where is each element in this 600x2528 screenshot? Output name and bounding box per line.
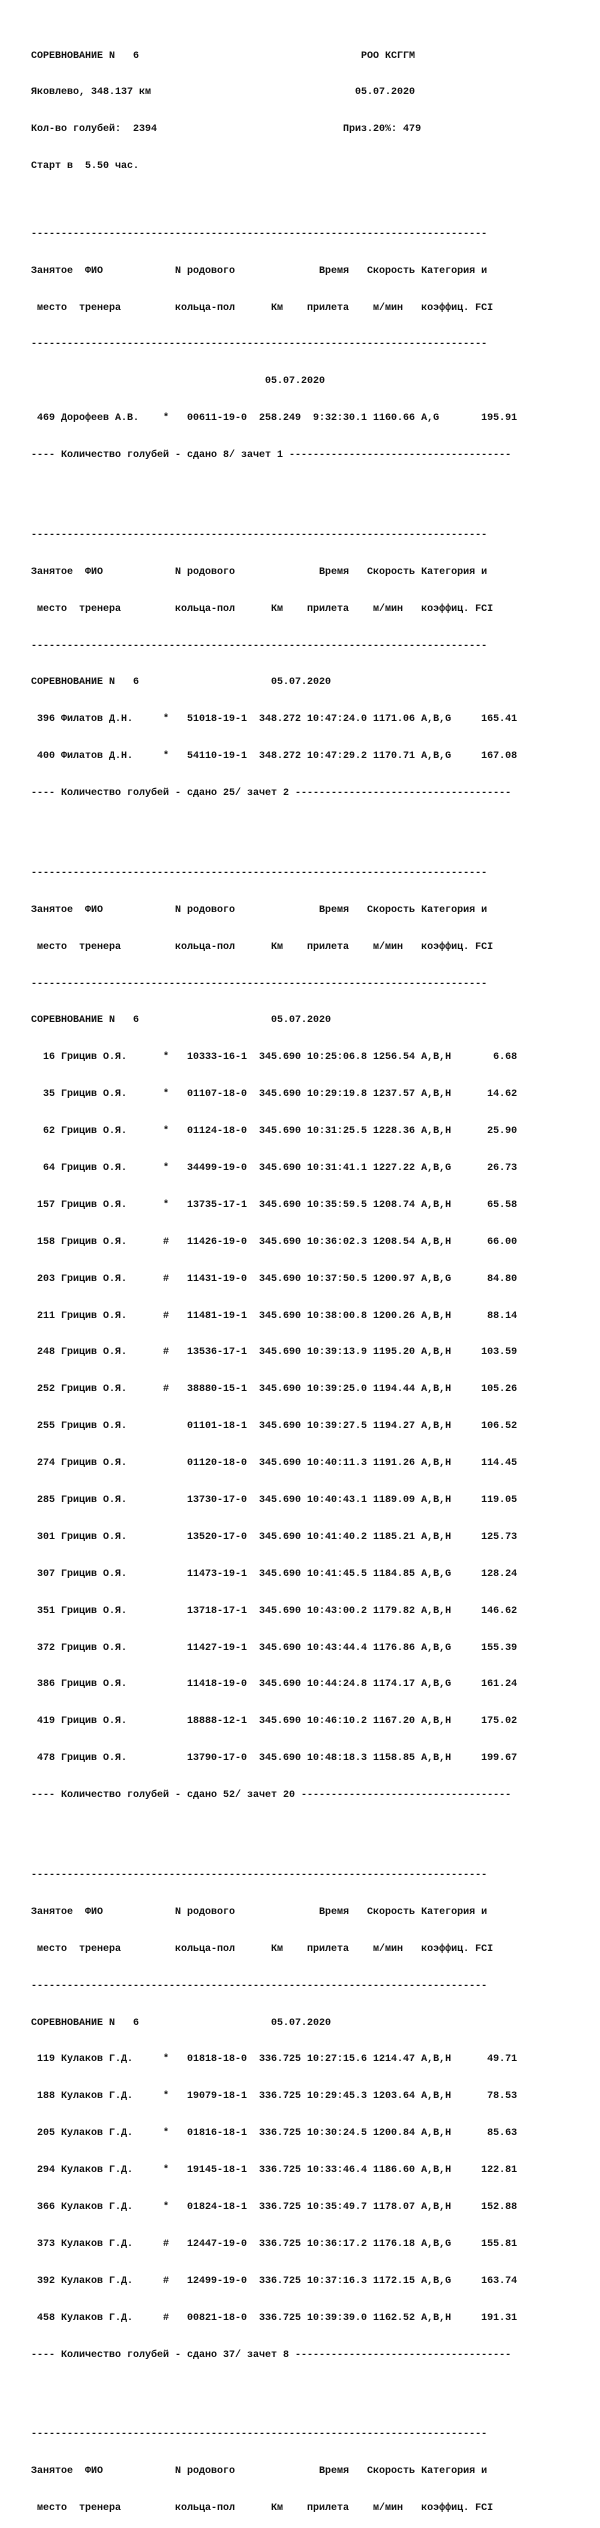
result-row: 274 Грицив О.Я. 01120-18-0 345.690 10:40:11.3 1191.26 А,В,Н 114.45: [31, 1458, 518, 1470]
divider: ----------------------------------------------------------------------------: [31, 640, 488, 652]
divider: ----------------------------------------------------------------------------: [31, 2429, 488, 2441]
section-summary: ---- Количество голубей - сдано 52/ зачет 20 -----------------------------------: [31, 1790, 512, 1802]
section-title: СОРЕВНОВАНИЕ N 6 05.07.2020: [31, 2017, 332, 2029]
result-row: 285 Грицив О.Я. 13730-17-0 345.690 10:40:43.1 1189.09 А,В,Н 119.05: [31, 1495, 518, 1507]
result-row: 351 Грицив О.Я. 13718-17-1 345.690 10:43:00.2 1179.82 А,В,Н 146.62: [31, 1605, 518, 1617]
divider: ----------------------------------------------------------------------------: [31, 1980, 488, 1992]
section-title: СОРЕВНОВАНИЕ N 6 05.07.2020: [31, 677, 332, 689]
result-row: 211 Грицив О.Я. # 11481-19-1 345.690 10:38:00.8 1200.26 А,В,Н 88.14: [31, 1310, 518, 1322]
header-line: Кол-во голубей: 2394 Приз.20%: 479: [31, 124, 422, 136]
result-row: 205 Кулаков Г.Д. * 01816-18-1 336.725 10:30:24.5 1200.84 А,В,Н 85.63: [31, 2128, 518, 2140]
result-row: 301 Грицив О.Я. 13520-17-0 345.690 10:41:40.2 1185.21 А,В,Н 125.73: [31, 1531, 518, 1543]
result-row: 16 Грицив О.Я. * 10333-16-1 345.690 10:25:06.8 1256.54 А,В,Н 6.68: [31, 1052, 518, 1064]
result-row: 157 Грицив О.Я. * 13735-17-1 345.690 10:35:59.5 1208.74 А,В,Н 65.58: [31, 1199, 518, 1211]
column-header: место тренера кольца-пол Км прилета м/мин коэффиц. FCI: [31, 603, 494, 615]
result-row: 203 Грицив О.Я. # 11431-19-0 345.690 10:37:50.5 1200.97 А,В,G 84.80: [31, 1273, 518, 1285]
result-row: 458 Кулаков Г.Д. # 00821-18-0 336.725 10:39:39.0 1162.52 А,В,Н 191.31: [31, 2312, 518, 2324]
result-row: 372 Грицив О.Я. 11427-19-1 345.690 10:43:44.4 1176.86 А,В,G 155.39: [31, 1642, 518, 1654]
result-row: 396 Филатов Д.Н. * 51018-19-1 348.272 10:47:24.0 1171.06 А,В,G 165.41: [31, 714, 518, 726]
result-row: 400 Филатов Д.Н. * 54110-19-1 348.272 10:47:29.2 1170.71 А,В,G 167.08: [31, 751, 518, 763]
divider: ----------------------------------------------------------------------------: [31, 339, 488, 351]
section-summary: ---- Количество голубей - сдано 37/ зачет 8 ------------------------------------: [31, 2349, 512, 2361]
result-row: 188 Кулаков Г.Д. * 19079-18-1 336.725 10:29:45.3 1203.64 А,В,Н 78.53: [31, 2091, 518, 2103]
divider: ----------------------------------------------------------------------------: [31, 978, 488, 990]
column-header: место тренера кольца-пол Км прилета м/мин коэффиц. FCI: [31, 941, 494, 953]
result-row: 366 Кулаков Г.Д. * 01824-18-1 336.725 10:35:49.7 1178.07 А,В,Н 152.88: [31, 2201, 518, 2213]
divider: ----------------------------------------------------------------------------: [31, 867, 488, 879]
result-row: 158 Грицив О.Я. # 11426-19-0 345.690 10:36:02.3 1208.54 А,В,Н 66.00: [31, 1236, 518, 1248]
section-summary: ---- Количество голубей - сдано 8/ зачет 1 -------------------------------------: [31, 450, 512, 462]
column-header: место тренера кольца-пол Км прилета м/мин коэффиц. FCI: [31, 2503, 494, 2515]
result-row: 248 Грицив О.Я. # 13536-17-1 345.690 10:39:13.9 1195.20 А,В,Н 103.59: [31, 1347, 518, 1359]
divider: ----------------------------------------------------------------------------: [31, 529, 488, 541]
result-row: 119 Кулаков Г.Д. * 01818-18-0 336.725 10:27:15.6 1214.47 А,В,Н 49.71: [31, 2054, 518, 2066]
section-date: 05.07.2020: [31, 376, 326, 388]
result-row: 252 Грицив О.Я. # 38880-15-1 345.690 10:39:25.0 1194.44 А,В,Н 105.26: [31, 1384, 518, 1396]
column-header: Занятое ФИО N родового Время Скорость Категория и: [31, 1906, 488, 1918]
result-row: 255 Грицив О.Я. 01101-18-1 345.690 10:39:27.5 1194.27 А,В,Н 106.52: [31, 1421, 518, 1433]
column-header: Занятое ФИО N родового Время Скорость Категория и: [31, 566, 488, 578]
section-title: СОРЕВНОВАНИЕ N 6 05.07.2020: [31, 1015, 332, 1027]
column-header: Занятое ФИО N родового Время Скорость Категория и: [31, 265, 488, 277]
header-line: Яковлево, 348.137 км 05.07.2020: [31, 87, 416, 99]
section-summary: ---- Количество голубей - сдано 25/ зачет 2 ------------------------------------: [31, 788, 512, 800]
header-line: Старт в 5.50 час.: [31, 161, 140, 173]
header-line: СОРЕВНОВАНИЕ N 6 РОО КСГГМ: [31, 50, 416, 62]
result-row: 469 Дорофеев А.В. * 00611-19-0 258.249 9:32:30.1 1160.66 А,G 195.91: [31, 413, 518, 425]
column-header: место тренера кольца-пол Км прилета м/мин коэффиц. FCI: [31, 302, 494, 314]
result-row: 294 Кулаков Г.Д. * 19145-18-1 336.725 10:33:46.4 1186.60 А,В,Н 122.81: [31, 2165, 518, 2177]
result-row: 386 Грицив О.Я. 11418-19-0 345.690 10:44:24.8 1174.17 А,В,G 161.24: [31, 1679, 518, 1691]
column-header: место тренера кольца-пол Км прилета м/мин коэффиц. FCI: [31, 1943, 494, 1955]
race-report: [31, 26, 517, 2528]
result-row: 392 Кулаков Г.Д. # 12499-19-0 336.725 10:37:16.3 1172.15 А,В,G 163.74: [31, 2275, 518, 2287]
column-header: Занятое ФИО N родового Время Скорость Категория и: [31, 904, 488, 916]
result-row: 419 Грицив О.Я. 18888-12-1 345.690 10:46:10.2 1167.20 А,В,Н 175.02: [31, 1716, 518, 1728]
result-row: 478 Грицив О.Я. 13790-17-0 345.690 10:48:18.3 1158.85 А,В,Н 199.67: [31, 1753, 518, 1765]
divider: ----------------------------------------------------------------------------: [31, 228, 488, 240]
result-row: 373 Кулаков Г.Д. # 12447-19-0 336.725 10:36:17.2 1176.18 А,В,G 155.81: [31, 2238, 518, 2250]
result-row: 62 Грицив О.Я. * 01124-18-0 345.690 10:31:25.5 1228.36 А,В,Н 25.90: [31, 1126, 518, 1138]
divider: ----------------------------------------------------------------------------: [31, 1869, 488, 1881]
result-row: 307 Грицив О.Я. 11473-19-1 345.690 10:41:45.5 1184.85 А,В,G 128.24: [31, 1568, 518, 1580]
result-row: 64 Грицив О.Я. * 34499-19-0 345.690 10:31:41.1 1227.22 А,В,G 26.73: [31, 1163, 518, 1175]
result-row: 35 Грицив О.Я. * 01107-18-0 345.690 10:29:19.8 1237.57 А,В,Н 14.62: [31, 1089, 518, 1101]
column-header: Занятое ФИО N родового Время Скорость Категория и: [31, 2466, 488, 2478]
